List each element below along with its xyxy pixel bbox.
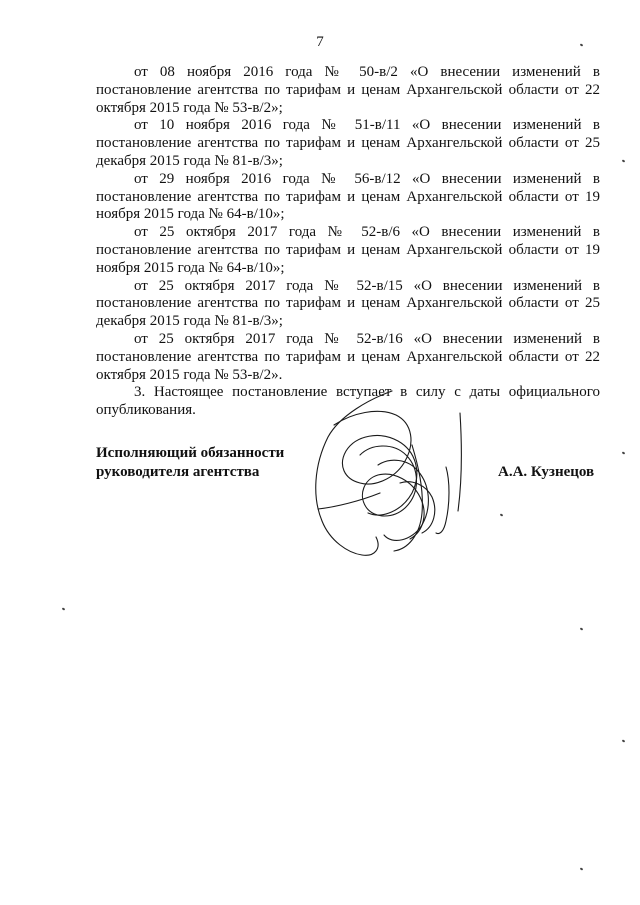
page-number: 7 — [316, 34, 324, 50]
list-item: от 25 октября 2017 года № 52-в/15 «О внесении изменений в постановление агентства по тарифам и ценам Архангельской области от 25 декабря 2015 года № 81-в/3»; — [96, 277, 600, 330]
list-item: от 29 ноября 2016 года № 56-в/12 «О внесении изменений в постановление агентства по тарифам и ценам Архангельской области от 19 ноября 2015 года № 64-в/10»; — [96, 170, 600, 223]
scan-speck — [622, 739, 626, 742]
list-item: от 25 октября 2017 года № 52-в/6 «О внесении изменений в постановление агентства по тарифам и ценам Архангельской области от 19 ноября 2015 года № 64-в/10»; — [96, 224, 600, 276]
scan-speck — [622, 159, 626, 162]
document-body — [96, 64, 600, 420]
list-item: от 10 ноября 2016 года № 51-в/11 «О внесении изменений в постановление агентства по тарифам и ценам Архангельской области от 25 декабря 2015 года № 81-в/3»; — [96, 117, 600, 169]
scan-speck — [62, 607, 66, 610]
signatory-name: А.А. Кузнецов — [498, 464, 595, 480]
list-item: от 08 ноября 2016 года № 50-в/2 «О внесении изменений в постановление агентства по тарифам и ценам Архангельской области от 22 октября 2015 года № 53-в/2»; — [96, 64, 600, 116]
scan-speck — [580, 867, 584, 870]
signature-block — [96, 444, 600, 482]
scan-speck — [622, 451, 626, 454]
effective-date-clause: 3. Настоящее постановление вступает в силу с даты официального опубликования. — [96, 384, 600, 419]
list-item: от 25 октября 2017 года № 52-в/16 «О внесении изменений в постановление агентства по тарифам и ценам Архангельской области от 22 октября 2015 года № 53-в/2». — [96, 330, 600, 383]
scan-speck — [580, 627, 584, 630]
signatory-title-line2: руководителя агентства — [96, 464, 260, 480]
signatory-title-line1: Исполняющий обязанности — [96, 445, 285, 461]
scan-speck — [500, 513, 504, 516]
